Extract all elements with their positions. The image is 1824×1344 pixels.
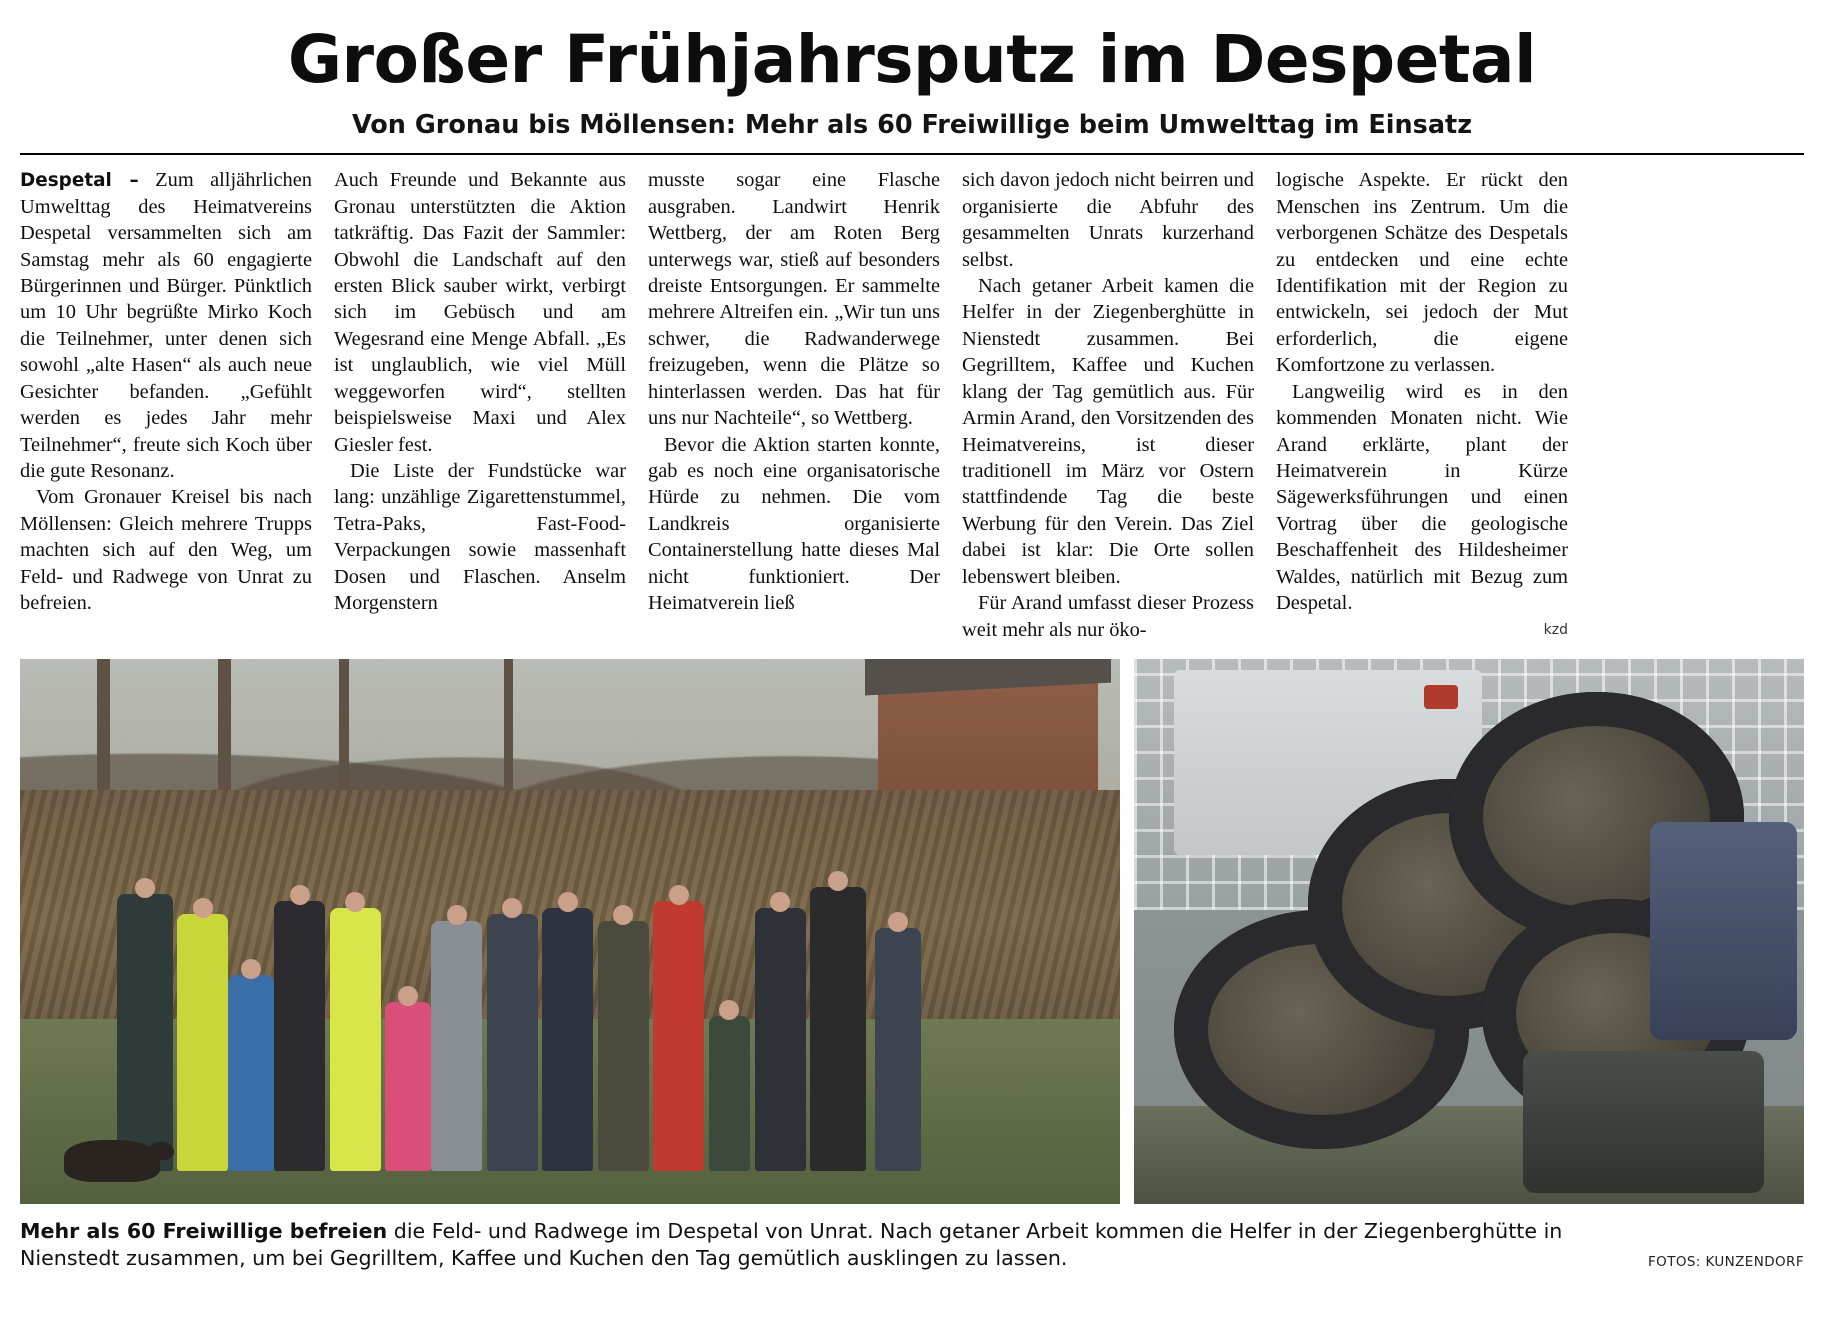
person bbox=[542, 908, 593, 1172]
caption-lead: Mehr als 60 Freiwillige befreien bbox=[20, 1218, 388, 1243]
paragraph: Nach getaner Arbeit kamen die Helfer in der Ziegenberghütte in Nienstedt zusammen. Bei Gegrilltem, Kaffee und Kuchen klang der Tag gemütlich aus. Für Armin Arand, den Vorsitzenden des Heimatvereins, ist dieser traditionell im März vor Ostern stattfindende Tag die beste Werbung für den Verein. Das Ziel dabei ist klar: Die Orte sollen lebenswert bleiben. bbox=[962, 275, 1254, 588]
person-head bbox=[290, 885, 310, 905]
person-head bbox=[719, 1000, 739, 1020]
paragraph: logische Aspekte. Er rückt den Menschen ins Zentrum. Um die verborgenen Schätze des Despetals zu entdecken und eine echte Identifikation mit der Region zu entwickeln, sei jedoch der Mut erforderlich, die eigene Komfortzone zu verlassen. bbox=[1276, 169, 1568, 377]
person bbox=[117, 894, 172, 1171]
group-photo bbox=[20, 659, 1120, 1204]
person-head bbox=[828, 871, 848, 891]
person-hi-vis bbox=[330, 908, 381, 1172]
caption-text: die Feld- und Radwege im Despetal von Unrat. Nach getaner Arbeit kommen die Helfer in der Ziegenberghütte in Nienstedt zusammen, um bei Gegrilltem, Kaffee und Kuchen den Tag gemütlich ausklingen zu lassen. bbox=[20, 1218, 1563, 1271]
photo-caption bbox=[20, 1218, 1632, 1272]
header-divider bbox=[20, 153, 1804, 155]
person-head bbox=[888, 912, 908, 932]
paragraph: musste sogar eine Flasche ausgraben. Landwirt Henrik Wettberg, der am Roten Berg unterwegs war, stieß auf besonders dreiste Entsorgungen. Er sammelte mehrere Altreifen ein. „Wir tun uns schwer, die Radwanderwege freizugeben, wenn die Plätze so hinterlassen werden. Das hat für uns nur Nachteile“, so Wettberg. bbox=[648, 169, 940, 430]
tree-trunk bbox=[339, 659, 349, 801]
waste-bag bbox=[1523, 1051, 1764, 1193]
child bbox=[709, 1016, 751, 1171]
person-head bbox=[398, 986, 418, 1006]
dateline: Despetal – bbox=[20, 170, 139, 192]
person-head bbox=[193, 898, 213, 918]
child bbox=[228, 975, 274, 1171]
article-column-2 bbox=[334, 167, 626, 616]
waste-bag bbox=[1650, 822, 1797, 1040]
photo-credit: FOTOS: KUNZENDORF bbox=[1648, 1254, 1804, 1271]
article-columns bbox=[20, 167, 1804, 643]
page-title: Großer Frühjahrsputz im Despetal bbox=[287, 21, 1537, 98]
article-column-1 bbox=[20, 167, 312, 616]
person-hi-vis bbox=[177, 914, 228, 1171]
person-head bbox=[669, 885, 689, 905]
paragraph bbox=[20, 167, 312, 484]
child bbox=[385, 1002, 431, 1171]
tires-photo bbox=[1134, 659, 1804, 1204]
dog bbox=[64, 1140, 160, 1182]
paragraph: Auch Freunde und Bekannte aus Gronau unterstützten die Aktion tatkräftig. Das Fazit der Sammler: Obwohl die Landschaft auf den ersten Blick sauber wirkt, verbirgt sich im Gebüsch und am Wegesrand eine Menge Abfall. „Es ist unglaublich, wie viel Müll weggeworfen wird“, stellten beispielsweise Maxi und Alex Giesler fest. bbox=[334, 169, 626, 456]
photo-row bbox=[20, 659, 1804, 1204]
person-head bbox=[613, 905, 633, 925]
person bbox=[274, 901, 325, 1171]
caption-row bbox=[20, 1218, 1804, 1272]
paragraph: Für Arand umfasst dieser Prozess weit mehr als nur öko- bbox=[962, 592, 1254, 641]
paragraph: Die Liste der Fundstücke war lang: unzählige Zigarettenstummel, Tetra-Paks, Fast-Food-Verpackungen sowie massenhaft Dosen und Flaschen. Anselm Morgenstern bbox=[334, 460, 626, 615]
person-head bbox=[135, 878, 155, 898]
person-head bbox=[447, 905, 467, 925]
paragraph: Vom Gronauer Kreisel bis nach Möllensen: Gleich mehrere Trupps machten sich auf den Weg, um Feld- und Radwege von Unrat zu befreien. bbox=[20, 486, 312, 615]
person-head bbox=[345, 892, 365, 912]
person-head bbox=[502, 898, 522, 918]
paragraph: Bevor die Aktion starten konnte, gab es noch eine organisatorische Hürde zu nehmen. Die vom Landkreis organisierte Containerstellung hatte dieses Mal nicht funktioniert. Der Heimatverein ließ bbox=[648, 433, 940, 615]
article-column-5 bbox=[1276, 167, 1568, 638]
person bbox=[598, 921, 649, 1171]
person-head bbox=[770, 892, 790, 912]
person-head bbox=[558, 892, 578, 912]
person bbox=[431, 921, 482, 1171]
volunteer-group bbox=[108, 833, 1032, 1171]
person-firefighter bbox=[810, 887, 865, 1171]
tail-light bbox=[1424, 685, 1458, 709]
tree-trunk bbox=[504, 659, 513, 790]
person bbox=[653, 901, 704, 1171]
article-column-3 bbox=[648, 167, 940, 616]
person bbox=[875, 928, 921, 1171]
author-initials: kzd bbox=[1543, 621, 1568, 638]
article-column-4 bbox=[962, 167, 1254, 643]
subheadline: Von Gronau bis Möllensen: Mehr als 60 Freiwillige beim Umwelttag im Einsatz bbox=[351, 110, 1473, 141]
person bbox=[755, 908, 806, 1172]
person bbox=[487, 914, 538, 1171]
paragraph: sich davon jedoch nicht beirren und organisierte die Abfuhr des gesammelten Unrats kurzerhand selbst. bbox=[962, 169, 1254, 271]
paragraph-text: Zum alljährlichen Umwelttag des Heimatvereins Despetal versammelten sich am Samstag mehr als 60 engagierte Bürgerinnen und Bürger. Pünktlich um 10 Uhr begrüßte Mirko Koch die Teilnehmer, unter denen sich sowohl „alte Hasen“ als auch neue Gesichter befanden. „Gefühlt werden es jedes Jahr mehr Teilnehmer“, freute sich Koch über die gute Resonanz. bbox=[20, 169, 312, 482]
paragraph: Langweilig wird es in den kommenden Monaten nicht. Wie Arand erklärte, plant der Heimatverein in Kürze Sägewerksführungen und einen Vortrag über die geologische Beschaffenheit des Hildesheimer Waldes, natürlich mit Bezug zum Despetal. bbox=[1276, 380, 1568, 615]
tree-trunk bbox=[218, 659, 231, 812]
person-head bbox=[241, 959, 261, 979]
